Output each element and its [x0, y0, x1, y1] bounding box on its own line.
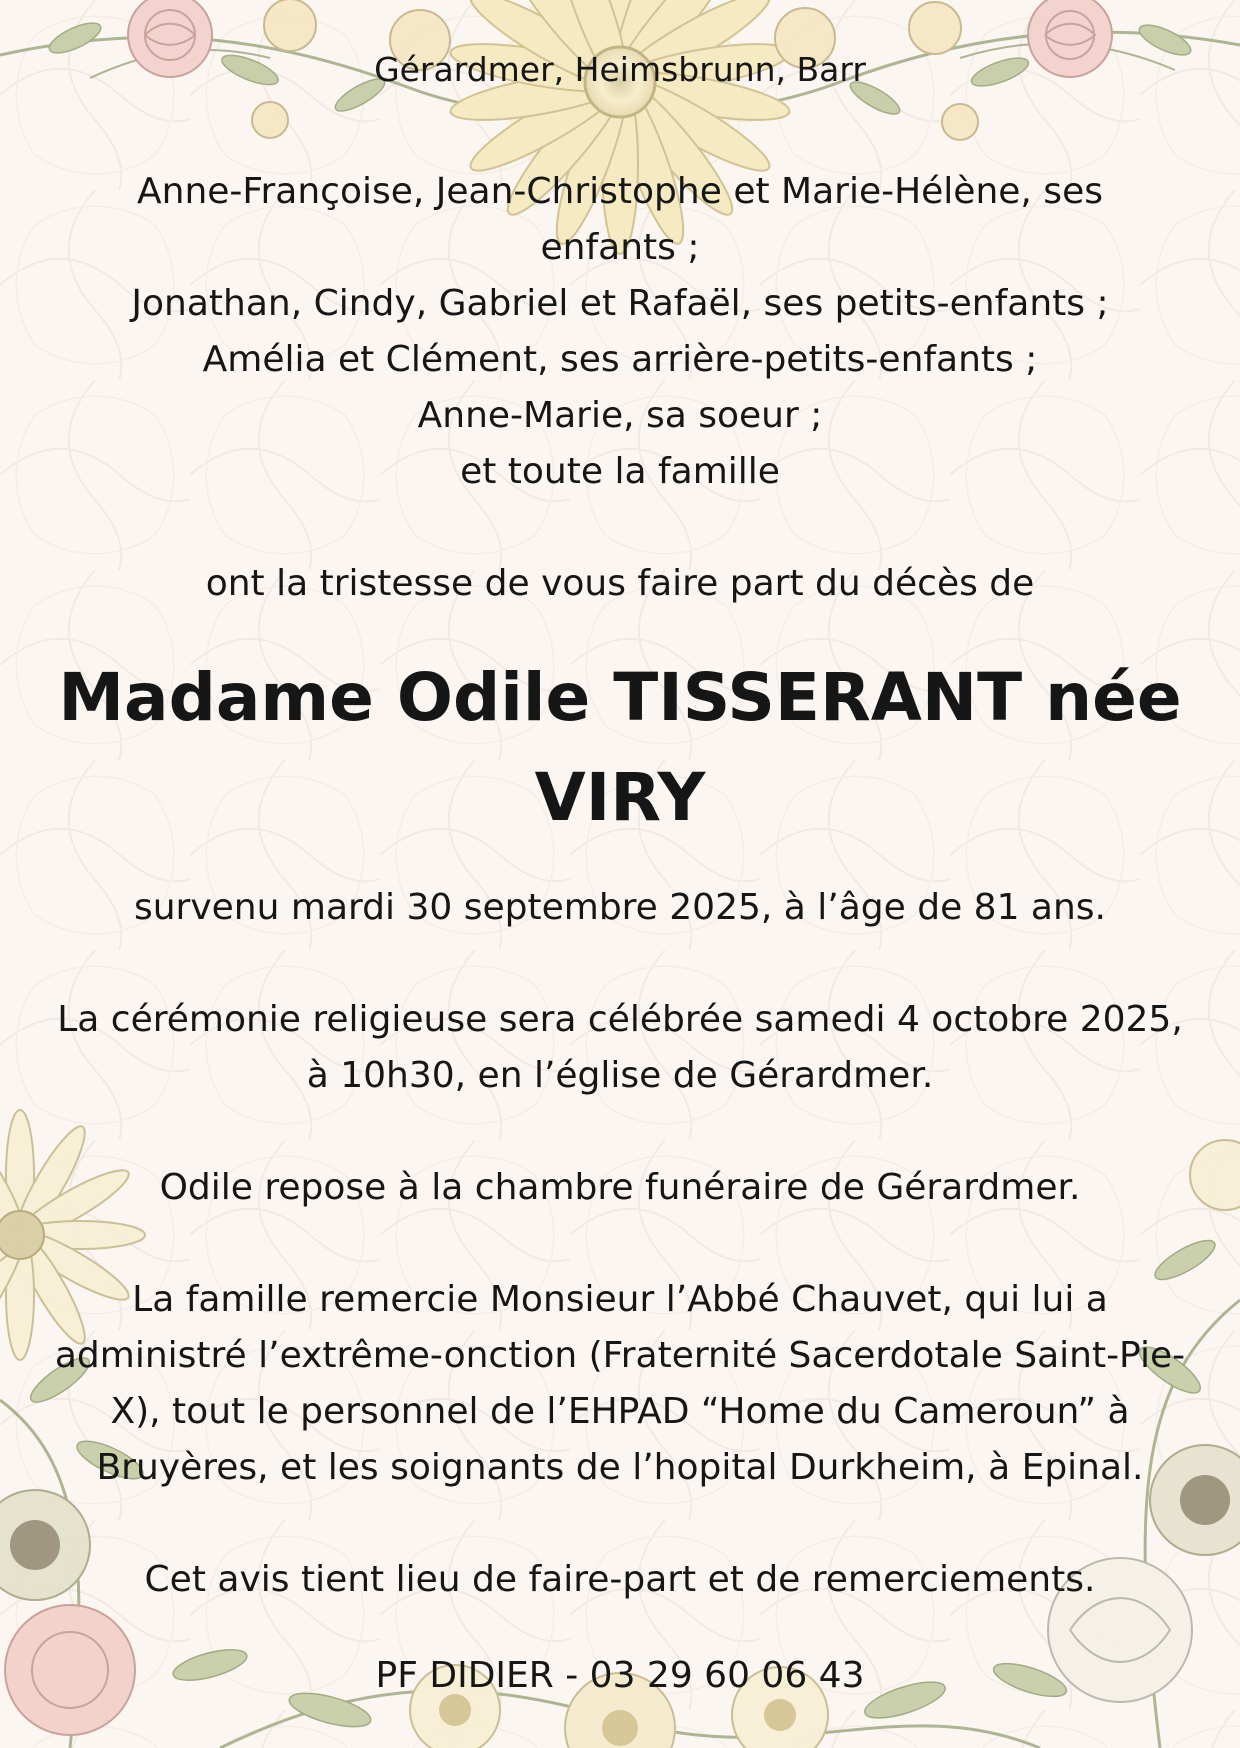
family-line-1: Anne-Françoise, Jean-Christophe et Marie-Hélène, ses [137, 171, 1103, 212]
closing-line: Cet avis tient lieu de faire-part et de remerciements. [144, 1559, 1096, 1600]
rest-location-line: Odile repose à la chambre funéraire de Gérardmer. [159, 1167, 1081, 1208]
announcement-line: ont la tristesse de vous faire part du décès de [205, 563, 1035, 604]
family-line-2: enfants ; [540, 227, 700, 268]
thanks-line-2: administré l’extrême-onction (Fraternité Sacerdotale Saint-Pie- [54, 1335, 1186, 1376]
place-line: Gérardmer, Heimsbrunn, Barr [374, 50, 866, 89]
family-line-4: Amélia et Clément, ses arrière-petits-enfants ; [202, 339, 1038, 380]
thanks-line-1: La famille remercie Monsieur l’Abbé Chauvet, qui lui a [132, 1279, 1108, 1320]
family-line-5: Anne-Marie, sa soeur ; [417, 395, 823, 436]
funeral-home-line: PF DIDIER - 03 29 60 06 43 [375, 1655, 865, 1696]
family-line-3: Jonathan, Cindy, Gabriel et Rafaël, ses petits-enfants ; [131, 283, 1109, 324]
ceremony-line-2: à 10h30, en l’église de Gérardmer. [306, 1055, 934, 1096]
thanks-line-4: Bruyères, et les soignants de l’hopital Durkheim, à Epinal. [96, 1447, 1144, 1488]
ceremony-line-1: La cérémonie religieuse sera célébrée samedi 4 octobre 2025, [57, 999, 1183, 1040]
deceased-name-line-1: Madame Odile TISSERANT née [58, 659, 1182, 736]
death-date-line: survenu mardi 30 septembre 2025, à l’âge de 81 ans. [133, 887, 1107, 928]
thanks-line-3: X), tout le personnel de l’EHPAD “Home du Cameroun” à [110, 1391, 1130, 1432]
deceased-name-line-2: VIRY [534, 759, 706, 836]
family-line-6: et toute la famille [460, 451, 780, 492]
